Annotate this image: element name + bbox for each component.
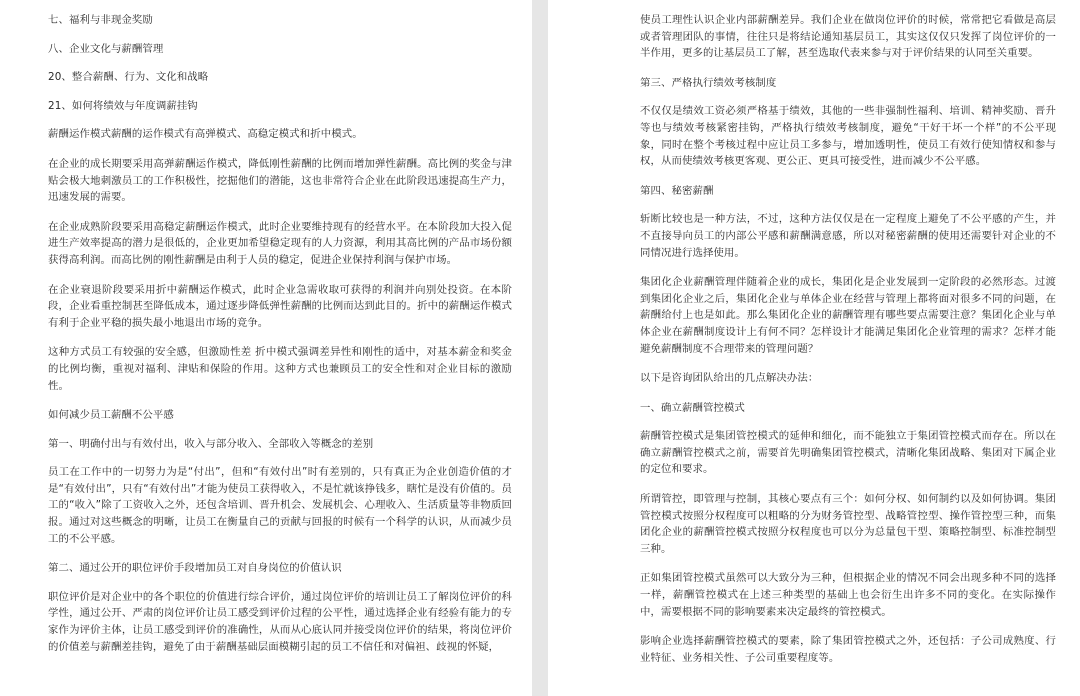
paragraph-solutions-intro: 以下是咨询团队给出的几点解决办法：	[640, 372, 819, 385]
paragraph-influencing-factors: 影响企业选择薪酬管控模式的要素，除了集团管控模式之外，还包括：子公司成熟度、行业特征、业务相关性、子公司重要程度等。	[640, 635, 1056, 664]
paragraph-control-variants: 正如集团管控模式虽然可以大致分为三种，但根据企业的情况不同会出现多种不同的选择一样，薪酬管控模式在上述三种类型的基础上也会衍生出许多不同的变化。在实际操作中，需要根据不同的影响要素来决定最终的管控模式。	[640, 572, 1056, 618]
heading-control-mode: 一、确立薪酬管控模式	[640, 401, 745, 414]
heading-third: 第三、严格执行绩效考核制度	[640, 76, 777, 89]
heading-reduce-unfairness: 如何减少员工薪酬不公平感	[48, 409, 174, 422]
document-page-left	[0, 0, 532, 696]
heading-fourth: 第四、秘密薪酬	[640, 184, 714, 197]
paragraph-compromise-mode: 这种方式员工有较强的安全感，但激励性差 折中模式强调差异性和刚性的适中，对基本薪金和奖金的比例均衡，重视对福利、津贴和保险的作用。这种方式也兼顾员工的安全性和对企业目标的激励性。	[48, 346, 512, 392]
heading-welfare: 七、福利与非现金奖励	[48, 14, 153, 26]
page-gutter	[532, 0, 548, 696]
heading-integrate: 20、整合薪酬、行为、文化和战略	[48, 71, 209, 84]
paragraph-evaluation-continued: 使员工理性认识企业内部薪酬差异。我们企业在做岗位评价的时候，常常把它看做是高层或者管理团队的事情，往往只是将结论通知基层员工，其实这仅仅只发挥了岗位评价的一半作用，更多的让基层员工了解，甚至选取代表来参与对于评价结果的认同至关重要。	[640, 14, 1056, 60]
heading-first: 第一、明确付出与有效付出，收入与部分收入、全部收入等概念的差别	[48, 437, 374, 450]
heading-performance-raise: 21、如何将绩效与年度调薪挂钩	[48, 99, 198, 112]
paragraph-group-enterprise: 集团化企业薪酬管理伴随着企业的成长，集团化是企业发展到一定阶段的必然形态。过渡到集团化企业之后，集团化企业与单体企业在经营与管理上都将面对很多不同的问题，在薪酬给付上也是如此。那么集团化企业的薪酬管理有哪些要点需要注意？集团化企业与单体企业在薪酬制度设计上有何不同？怎样设计才能满足集团化企业管理的需求？怎样才能避免薪酬制度不合理带来的管理问题？	[640, 276, 1056, 355]
paragraph-effective-effort: 员工在工作中的一切努力为是“付出”，但和“有效付出”时有差别的，只有真正为企业创造价值的才是“有效付出”，只有“有效付出”才能为使员工获得收入，不是忙就该挣钱多，瞎忙是没有价值的。员工的“收入”除了工资收入之外，还包含培训、晋升机会、发展机会、心理收入、生活质量等非物质回报。通过对这些概念的明晰，让员工在衡量自己的贡献与回报的时候有一个科学的认识，从而减少员工的不公平感。	[48, 466, 512, 545]
paragraph-decline-stage: 在企业衰退阶段要采用折中薪酬运作模式，此时企业急需收取可获得的利润并向别处投资。在本阶段，企业看重控制甚至降低成本，通过逐步降低弹性薪酬的比例而达到此目的。折中的薪酬运作模式有利于企业平稳的损失最小地退出市场的竞争。	[48, 283, 512, 329]
heading-second: 第二、通过公开的职位评价手段增加员工对自身岗位的价值认识	[48, 562, 342, 575]
document-page-right	[548, 0, 1080, 696]
paragraph-growth-stage: 在企业的成长期要采用高弹薪酬运作模式，降低刚性薪酬的比例而增加弹性薪酬。高比例的奖金与津贴会极大地刺激员工的工作积极性，挖掘他们的潜能，这也非常符合企业在此阶段迅速提高生产力，迅速发展的需要。	[48, 157, 512, 204]
paragraph-job-evaluation: 职位评价是对企业中的各个职位的价值进行综合评价，通过岗位评价的培训让员工了解岗位评价的科学性，通过公开、严肃的岗位评价让员工感受到评价过程的公平性，通过选择企业有经验有能力的专家作为评价主体，让员工感受到评价的准确性，从而从心底认同并接受岗位评价的结果，将岗位评价的价值差与薪酬差挂钩，避免了由于薪酬基础层面模糊引起的员工不信任和对偏袒、歧视的怀疑，	[48, 590, 512, 653]
paragraph-secret-pay: 斩断比较也是一种方法，不过，这种方法仅仅是在一定程度上避免了不公平感的产生，并不直接导向员工的内部公平感和薪酬满意感，所以对秘密薪酬的使用还需要针对企业的不同情况进行选择使用。	[640, 213, 1056, 259]
heading-culture: 八、企业文化与薪酬管理	[48, 42, 164, 55]
paragraph-mature-stage: 在企业成熟阶段要采用高稳定薪酬运作模式，此时企业要维持现有的经营水平。在本阶段加大投入促进生产效率提高的潜力是很低的，企业更加希望稳定现有的人力资源，利用其高比例的产品市场份额获得高利润。而高比例的刚性薪酬是由利于人员的稳定，促进企业保持利润与保护市场。	[48, 220, 512, 266]
paragraph-performance-appraisal: 不仅仅是绩效工资必须严格基于绩效，其他的一些非强制性福利、培训、精神奖励、晋升等也与绩效考核紧密挂钩，严格执行绩效考核制度，避免“干好干坏一个样”的不公平现象，同时在整个考核过程中应让员工多参与，增加透明性，使员工有效行使知情权和参与权，从而使绩效考核更客观、更公正、更具可接受性，进而减少不公平感。	[640, 105, 1056, 168]
paragraph-control-extension: 薪酬管控模式是集团管控模式的延伸和细化，而不能独立于集团管控模式而存在。所以在确立薪酬管控模式之前，需要首先明确集团管控模式，清晰化集团战略、集团对下属企业的定位和要求。	[640, 430, 1056, 476]
paragraph-control-definition: 所谓管控，即管理与控制，其核心要点有三个：如何分权、如何制约以及如何协调。集团管控模式按照分权程度可以粗略的分为财务管控型、战略管控型、操作管控型三种，而集团化企业的薪酬管控模式按照分权程度也可以分为总量包干型、策略控制型、标准控制型三种。	[640, 493, 1056, 555]
paragraph-operation-mode: 薪酬运作模式薪酬的运作模式有高弹模式、高稳定模式和折中模式。	[48, 128, 363, 141]
